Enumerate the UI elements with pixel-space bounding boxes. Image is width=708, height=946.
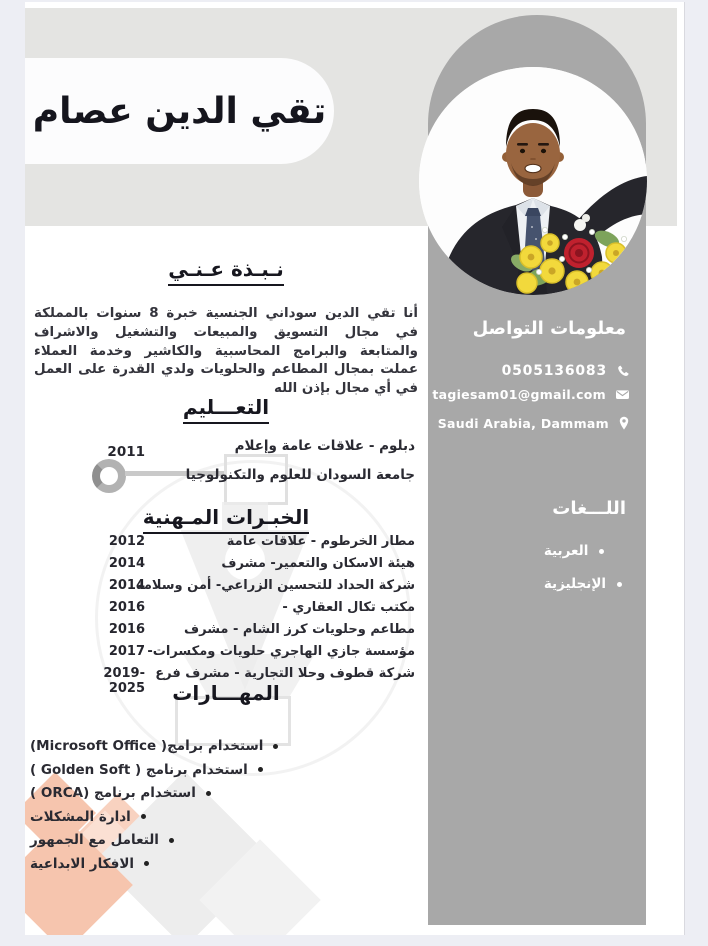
bullet-dot-icon xyxy=(617,582,622,587)
about-paragraph: أنا تقي الدين سوداني الجنسية خبرة 8 سنوات بالمملكة في مجال التسويق والمبيعات والتشغيل والاشراف والمتابعة والبرامج المحاسبية والكاشير وخدمة العملاء عملت بمجال المطاعم والحلويات ولدي القدرة على العمل في أي مجال بإذن الله xyxy=(34,306,418,396)
bullet-dot-icon xyxy=(169,838,174,843)
skills-section-title: المهـــارات xyxy=(172,681,280,705)
skill-item xyxy=(30,809,422,825)
education-year: 2011 xyxy=(107,444,145,460)
language-label: العربية xyxy=(543,543,589,559)
experience-text: مطار الخرطوم - علاقات عامة xyxy=(226,534,415,549)
phone-number: 0505136083 xyxy=(501,362,607,379)
experience-item xyxy=(30,600,422,622)
location-text: Saudi Arabia, Dammam xyxy=(437,416,609,431)
skill-label: استخدام برنامج (ORCA ) xyxy=(30,785,196,801)
experience-item xyxy=(30,556,422,578)
bullet-dot-icon xyxy=(141,814,146,819)
skill-item xyxy=(30,785,422,801)
contact-list xyxy=(432,361,630,433)
skill-label: استخدام برامج( Microsoft Office) xyxy=(30,738,264,754)
skill-item xyxy=(30,762,422,778)
profile-photo xyxy=(419,67,647,295)
portrait-illustration xyxy=(419,67,647,295)
email-icon xyxy=(615,388,630,401)
experience-text: شركة الحداد للتحسين الزراعي- أمن وسلامة xyxy=(135,578,415,593)
experience-text: مكتب تكال العقاري - xyxy=(282,600,415,615)
skill-label: ادارة المشكلات xyxy=(30,808,131,825)
skill-label: استخدام برنامج ( Golden Soft ) xyxy=(30,761,248,778)
experience-year: 2016 xyxy=(108,600,145,615)
skills-list xyxy=(30,738,422,872)
cv-document xyxy=(25,2,685,935)
experience-year: 2014 xyxy=(108,556,145,571)
experience-year: 2016 xyxy=(108,622,145,637)
email-address: tagiesam01@gmail.com xyxy=(432,387,606,402)
person-name: تقي الدين عصام xyxy=(32,90,327,132)
skill-label: التعامل مع الجمهور xyxy=(30,832,159,848)
bullet-dot-icon xyxy=(206,791,211,796)
skill-item xyxy=(30,856,422,872)
bullet-dot-icon xyxy=(273,744,278,749)
education-degree: دبلوم - علاقات عامة وإعلام xyxy=(234,438,415,454)
contact-phone xyxy=(432,361,630,380)
experience-text: مطاعم وحلويات كرز الشام - مشرف xyxy=(184,622,415,637)
experience-year: 2019-2025 xyxy=(103,666,145,696)
language-label: الإنجليزية xyxy=(543,576,606,592)
languages-list xyxy=(544,543,622,592)
bullet-dot-icon xyxy=(258,767,263,772)
contact-section-title: معلومات التواصل xyxy=(472,318,626,339)
bullet-dot-icon xyxy=(144,861,149,866)
name-banner xyxy=(25,58,334,164)
experience-text: مؤسسة جازي الهاجري حلويات ومكسرات- xyxy=(147,644,415,659)
language-item xyxy=(544,576,622,592)
location-icon xyxy=(618,416,630,431)
timeline-node-icon xyxy=(92,459,126,493)
experience-year: 2017 xyxy=(108,644,145,659)
skill-item xyxy=(30,738,422,754)
about-section-title: نـبـذة عـنـي xyxy=(30,257,422,286)
experience-year: 2012 xyxy=(108,534,145,549)
experience-section-title: الخبـرات المـهنية xyxy=(30,505,422,534)
education-section-title: التعـــليم xyxy=(30,395,422,424)
phone-icon xyxy=(616,364,630,378)
languages-section-title: اللـــغات xyxy=(552,498,626,519)
skill-item xyxy=(30,832,422,848)
experience-item xyxy=(30,644,422,666)
experience-item xyxy=(30,534,422,556)
experience-item xyxy=(30,622,422,644)
experience-year: 2014 xyxy=(108,578,145,593)
bullet-dot-icon xyxy=(599,549,604,554)
language-item xyxy=(544,543,622,559)
education-school: جامعة السودان للعلوم والتكنولوجيا xyxy=(185,467,415,483)
skill-label: الافكار الابداعية xyxy=(30,855,135,872)
experience-text: شركة قطوف وحلا التجارية - مشرف فرع xyxy=(155,666,415,681)
contact-location xyxy=(432,414,630,433)
contact-email xyxy=(432,385,630,404)
experience-item xyxy=(30,578,422,600)
experience-text: هيئة الاسكان والتعمير- مشرف xyxy=(221,556,415,571)
